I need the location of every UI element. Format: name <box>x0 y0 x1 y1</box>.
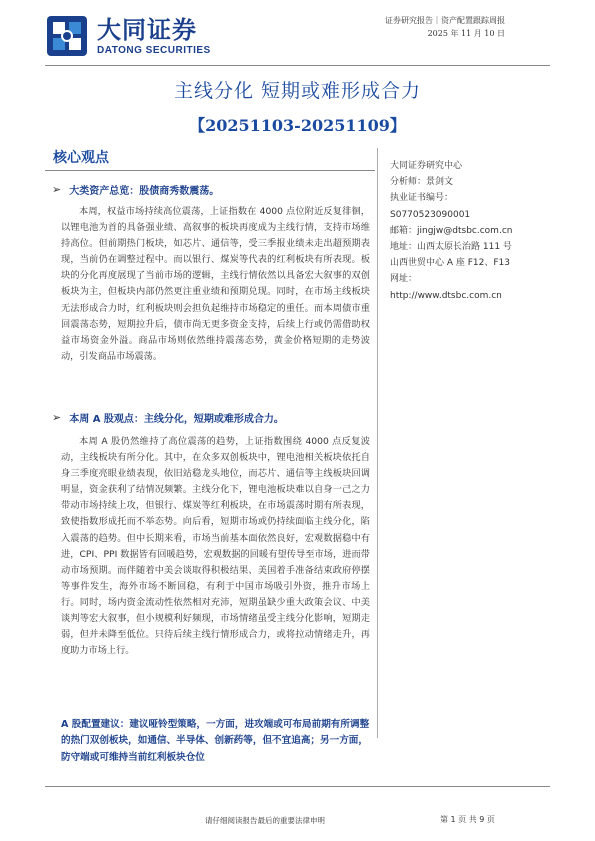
paragraph-asset-overview: 本周，权益市场持续高位震荡，上证指数在 4000 点位附近反复徘徊，以锂电池为首的具备强业绩、高叙事的板块再度成为主线行情，支持市场维持高位。但前期热门板块，如芯片、通信等，受三季报业绩未走出超预期表现，当前仍在调整过程中。而以银行、煤炭等代表的红利板块有所表现。板块的分化再度展现了当前市场的逻辑，主线行情依然以具备宏大叙事的双创板块为主，但板块内部仍然更注重业绩和预期兑现。同时，在市场主线板块无法形成合力时，红利板块则会担负起维持市场稳定的重任。而本周债市重回震荡态势，短期拉升后，债市尚无更多资金支持，后续上行或仍需借助权益市场资金外溢。商品市场则依然维持震荡态势，黄金价格短期的走势波动，引发商品市场震荡。 <box>61 206 370 362</box>
report-title: 主线分化 短期或难形成合力 <box>173 80 422 102</box>
website-link[interactable]: http://www.dtsbc.com.cn <box>390 290 502 301</box>
bullet-asset-overview <box>52 182 219 197</box>
section-title: 核心观点 <box>53 150 109 166</box>
datong-logo-icon <box>45 14 89 58</box>
column-divider <box>377 148 378 738</box>
email-link[interactable]: 邮箱：jingjw@dtsbc.com.cn <box>390 225 513 236</box>
address-line-2: 山西世贸中心 A 座 F12、F13 <box>390 258 510 269</box>
address-line-1: 地址：山西太原长治路 111 号 <box>390 242 512 253</box>
bullet-text: 本周 A 股观点：主线分化，短期或难形成合力。 <box>69 414 284 425</box>
analyst-info <box>390 158 565 304</box>
arrow-bullet-icon: ➢ <box>52 411 62 424</box>
report-type: 证券研究报告｜资产配置跟踪周报 <box>385 16 505 25</box>
bullet-text: 大类资产总览：股债商秀数震荡。 <box>69 186 220 197</box>
paragraph-a-share-view: 本周 A 股仍然维持了高位震荡的趋势，上证指数围绕 4000 点反复波动，主线板块有所分化。其中，在众多双创板块中，锂电池相关板块依托自身三季度亮眼业绩表现，依旧站稳龙头地位，而芯片、通信等主线板块回调明显，资金获利了结情况频繁。主线分化下，锂电池板块难以自身一己之力带动市场持续上攻，但银行、煤炭等红利板块，在市场震荡时期有所表现，致使指数形成托而不举态势。向后看，短期市场或仍持续面临主线分化，陷入震荡的趋势。但中长期来看，市场当前基本面依然良好，宏观数据稳中有进，CPI、PPI 数据皆有回暖趋势，宏观数据的回暖有望传导至市场，进而带动市场预期。而伴随着中美会谈取得积极结果、美国着手准备结束政府停摆等事件发生，海外市场不断回稳，有利于中国市场吸引外资，推升市场上行。同时，场内资金流动性依然相对充沛，短期虽缺少重大政策会议、中美谈判等宏大叙事，但小规模利好频现，市场情绪虽受主线分化影响，短期走弱，但并未降至低位。只待后续主线行情形成合力，或将拉动情绪走升，再度助力市场上行。 <box>61 436 370 657</box>
allocation-recommendation: A 股配置建议：建议哑铃型策略，一方面，进攻端或可布局前期有所调整的热门双创板块，如通信、半导体、创新药等，但不宜追高；另一方面，防守端或可维持当前红利板块仓位 <box>61 719 370 763</box>
cert-label: 执业证书编号： <box>390 193 454 204</box>
arrow-bullet-icon: ➢ <box>52 183 62 196</box>
section-divider <box>45 170 375 171</box>
company-logo <box>45 14 211 58</box>
logo-english-name: DATONG SECURITIES <box>97 44 211 56</box>
header-divider <box>45 65 550 66</box>
bullet-a-share-view <box>52 410 284 425</box>
report-meta <box>385 14 505 40</box>
legal-notice: 请仔细阅读报告最后的重要法律申明 <box>205 816 325 825</box>
report-date-range: 【20251103-20251109】 <box>189 116 406 135</box>
page-number: 第 1 页 共 9 页 <box>440 815 495 824</box>
analyst-name: 分析师：景剑文 <box>390 177 454 188</box>
website-label: 网址： <box>390 274 418 285</box>
logo-chinese-name: 大同证券 <box>97 15 197 44</box>
footer-divider <box>45 786 550 787</box>
institute-name: 大同证券研究中心 <box>390 161 463 171</box>
cert-number: S0770523090001 <box>390 209 471 220</box>
report-date: 2025 年 11 月 10 日 <box>427 29 505 38</box>
